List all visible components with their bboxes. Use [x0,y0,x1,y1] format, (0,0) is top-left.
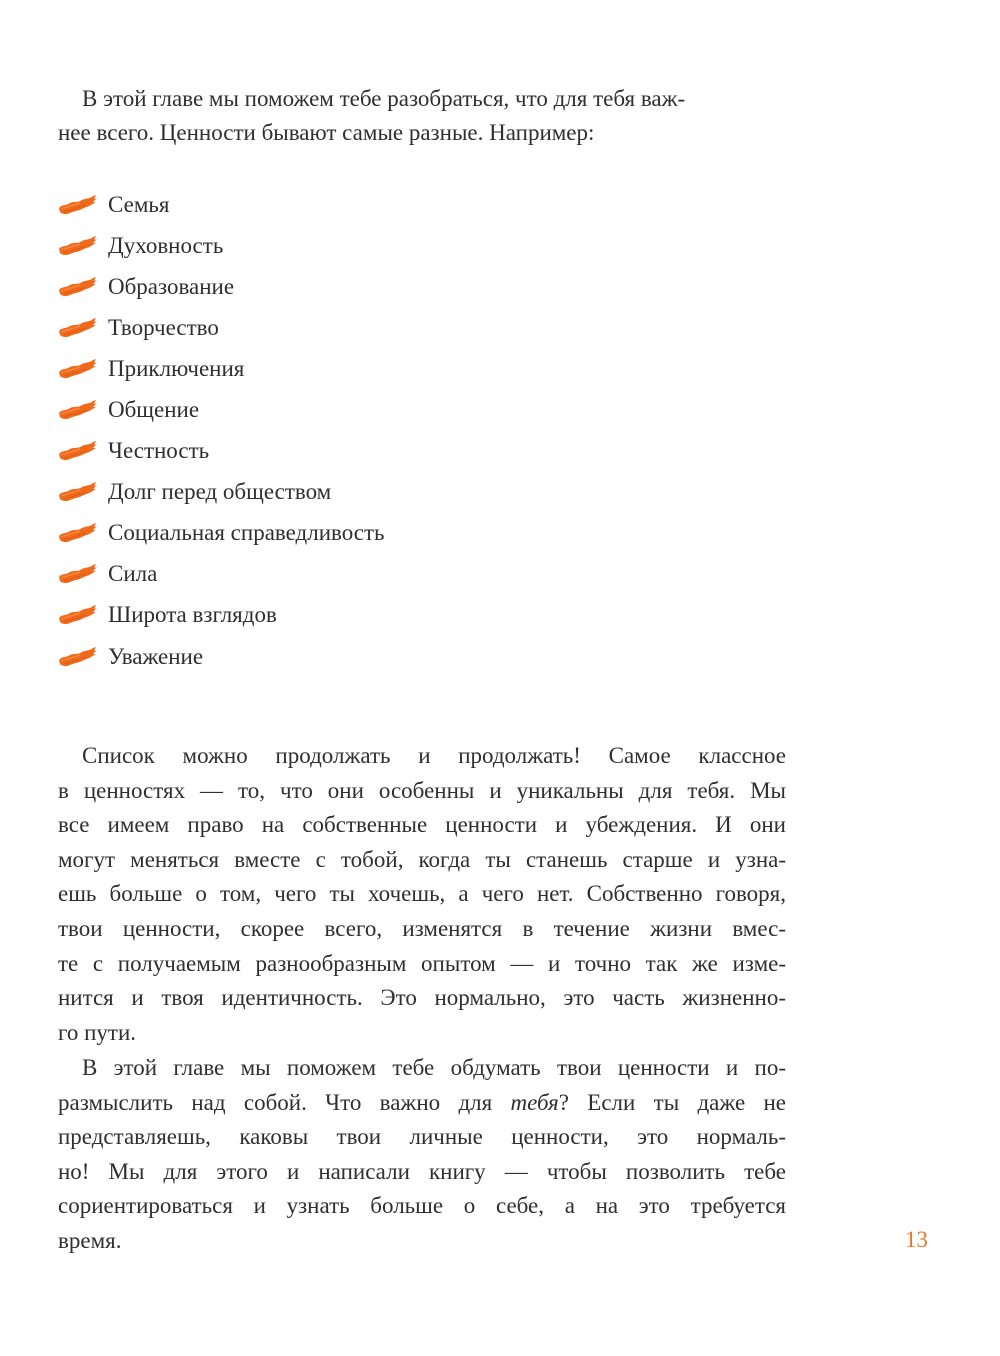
brush-stroke-bullet-icon [58,521,98,545]
brush-stroke-bullet-icon [58,316,98,340]
brush-stroke-bullet-icon [58,480,98,504]
brush-stroke-bullet-icon [58,357,98,381]
brush-stroke-bullet-icon [58,234,98,258]
list-item [58,472,385,513]
paragraph-line [58,1086,786,1121]
text-run: ? Если ты даже не [558,1089,787,1115]
list-item-label: Общение [108,397,200,423]
paragraph-line: нится и твоя идентичность. Это нормально, это часть жизненно- [58,985,786,1011]
list-item-label: Широта взглядов [108,602,277,628]
list-item-label: Приключения [108,355,245,381]
brush-stroke-bullet-icon [58,193,98,217]
list-item-label: Образование [108,273,235,299]
list-item-label: Творчество [108,314,219,340]
paragraph-line: Список можно продолжать и продолжать! Самое классное [82,743,786,768]
list-item-label: Уважение [108,643,204,669]
emphasis-text: тебя [510,1089,559,1115]
paragraph-line: в ценностях — то, что они особенны и уникальны для тебя. Мы [58,777,786,803]
page-number: 13 [905,1227,928,1252]
paragraph-line: но! Мы для этого и написали книгу — чтобы позволить тебе [58,1158,786,1184]
list-item-label: Духовность [108,232,224,258]
paragraph-line: представляешь, каковы твои личные ценности, это нормаль- [58,1124,786,1150]
paragraph-line: все имеем право на собственные ценности и убеждения. И они [58,812,786,838]
paragraph-line: те с получаемым разнообразным опытом — и точно так же изме- [58,950,786,976]
paragraph-line: В этой главе мы поможем тебе обдумать твои ценности и по- [82,1055,786,1080]
intro-paragraph [58,82,788,150]
paragraph-line: го пути. [58,1019,137,1045]
brush-stroke-bullet-icon [58,439,98,463]
list-item [58,595,385,636]
list-item [58,266,385,307]
list-item [58,554,385,595]
list-item [58,636,385,677]
values-list [58,184,385,677]
list-item [58,389,385,430]
list-item-label: Семья [108,191,170,217]
brush-stroke-bullet-icon [58,398,98,422]
paragraph-line: ешь больше о том, чего ты хочешь, а чего нет. Собственно говоря, [58,881,786,907]
list-item-label: Сила [108,561,158,587]
paragraph-line: время. [58,1227,122,1253]
brush-stroke-bullet-icon [58,275,98,299]
intro-line: нее всего. Ценности бывают самые разные. Например: [58,120,595,145]
body-paragraph [58,1051,786,1259]
list-item [58,184,385,225]
list-item-label: Долг перед обществом [108,479,332,505]
list-item [58,225,385,266]
list-item [58,307,385,348]
text-run: размыслить над собой. Что важно для [58,1089,511,1115]
intro-line: В этой главе мы поможем тебе разобраться, что для тебя важ- [82,86,686,111]
body-paragraph [58,739,786,1050]
brush-stroke-bullet-icon [58,603,98,627]
paragraph-line: твои ценности, скорее всего, изменятся в течение жизни вмес- [58,915,786,941]
paragraph-line: могут меняться вместе с тобой, когда ты станешь старше и узна- [58,846,786,872]
brush-stroke-bullet-icon [58,562,98,586]
brush-stroke-bullet-icon [58,645,98,669]
list-item-label: Социальная справедливость [108,520,385,546]
list-item [58,348,385,389]
paragraph-line: сориентироваться и узнать больше о себе, а на это требуется [58,1193,786,1219]
list-item [58,513,385,554]
list-item-label: Честность [108,438,210,464]
list-item [58,431,385,472]
